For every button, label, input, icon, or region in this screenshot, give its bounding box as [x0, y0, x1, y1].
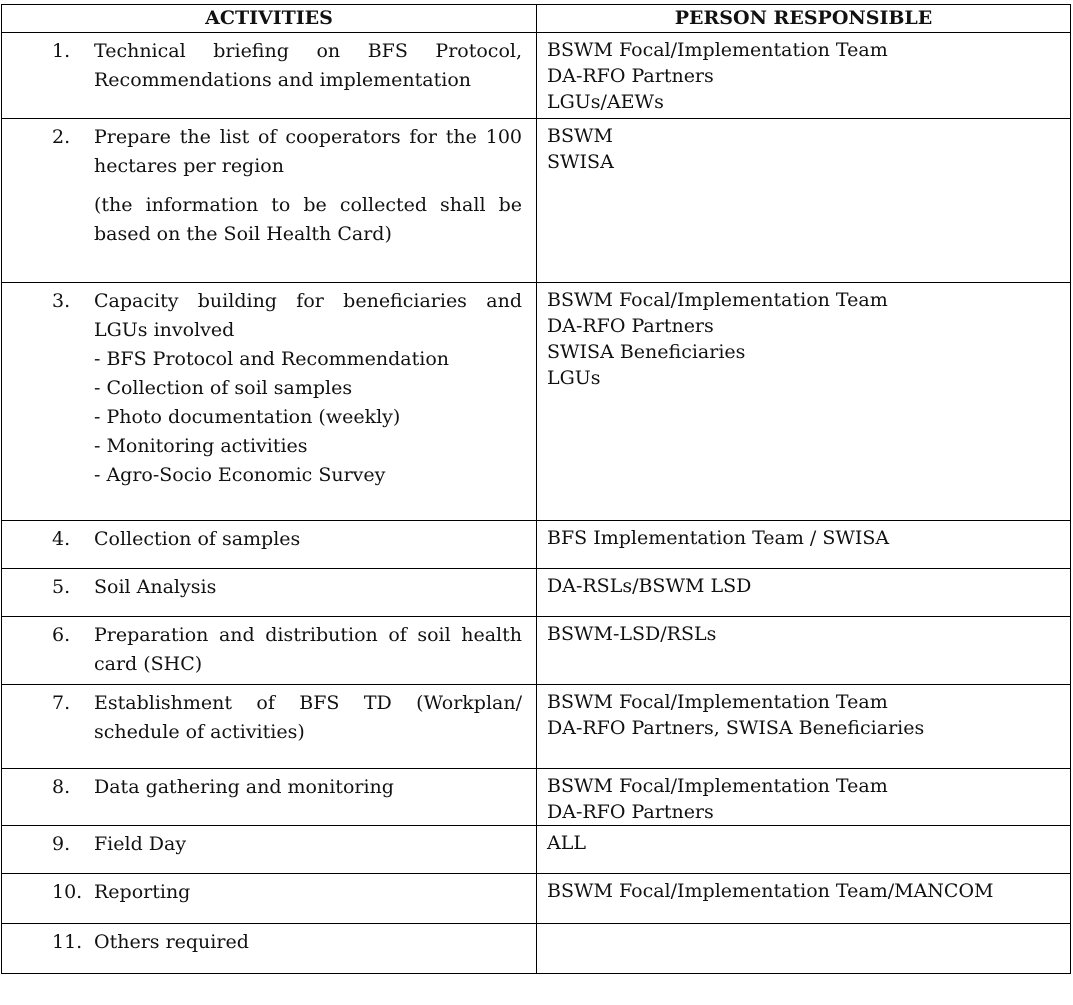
- activity-number: 5.: [52, 576, 71, 598]
- activity-number: 10.: [52, 881, 83, 903]
- person-responsible-cell: [537, 283, 1071, 521]
- activity-number: 2.: [52, 126, 71, 148]
- activity-text: Establishment of BFS TD (Workplan/ schedule of activities): [94, 692, 522, 743]
- activity-text: Collection of samples: [94, 528, 301, 550]
- activity-number: 3.: [52, 290, 71, 312]
- activity-subitem: - BFS Protocol and Recommendation: [94, 348, 450, 370]
- activity-text: Prepare the list of cooperators for the 100 hectares per region: [94, 126, 522, 177]
- person-responsible-header: PERSON RESPONSIBLE: [537, 5, 1071, 33]
- activity-number: 4.: [52, 528, 71, 550]
- activities-table: [1, 4, 1071, 974]
- activity-subitem: - Agro-Socio Economic Survey: [94, 464, 386, 486]
- table-row: [2, 685, 1071, 769]
- table-row: [2, 924, 1071, 974]
- table-row: [2, 33, 1071, 119]
- person-responsible-entry: ALL: [547, 832, 586, 854]
- person-responsible-cell: [537, 617, 1071, 685]
- activity-cell: [2, 521, 537, 569]
- activity-text: Technical briefing on BFS Protocol, Recommendations and implementation: [94, 40, 522, 91]
- activity-cell: [2, 769, 537, 826]
- activity-number: 1.: [52, 40, 71, 62]
- activity-subitem: - Monitoring activities: [94, 435, 308, 457]
- person-responsible-entry: SWISA: [547, 151, 614, 173]
- activity-number: 6.: [52, 624, 71, 646]
- table-row: [2, 283, 1071, 521]
- person-responsible-entry: DA-RSLs/BSWM LSD: [547, 575, 752, 597]
- person-responsible-cell: [537, 924, 1071, 974]
- person-responsible-entry: BSWM Focal/Implementation Team/MANCOM: [547, 880, 994, 902]
- person-responsible-entry: BSWM Focal/Implementation Team: [547, 289, 888, 311]
- activity-number: 11.: [52, 931, 83, 953]
- activity-cell: [2, 569, 537, 617]
- table-row: [2, 769, 1071, 826]
- person-responsible-cell: [537, 769, 1071, 826]
- table-row: [2, 119, 1071, 283]
- activity-text: Soil Analysis: [94, 576, 217, 598]
- person-responsible-entry: LGUs: [547, 367, 601, 389]
- activity-subitem: - Collection of soil samples: [94, 377, 353, 399]
- person-responsible-entry: BFS Implementation Team / SWISA: [547, 527, 890, 549]
- activity-cell: [2, 283, 537, 521]
- person-responsible-entry: DA-RFO Partners: [547, 801, 714, 823]
- person-responsible-cell: [537, 119, 1071, 283]
- activity-note: (the information to be collected shall be based on the Soil Health Card): [94, 194, 522, 245]
- person-responsible-entry: BSWM Focal/Implementation Team: [547, 775, 888, 797]
- activity-text: Reporting: [94, 881, 191, 903]
- activity-number: 7.: [52, 692, 71, 714]
- person-responsible-entry: BSWM-LSD/RSLs: [547, 623, 717, 645]
- table-header-row: [2, 5, 1071, 33]
- person-responsible-entry: BSWM Focal/Implementation Team: [547, 691, 888, 713]
- table-row: [2, 826, 1071, 874]
- person-responsible-cell: [537, 33, 1071, 119]
- person-responsible-entry: BSWM: [547, 125, 613, 147]
- person-responsible-entry: DA-RFO Partners, SWISA Beneficiaries: [547, 717, 925, 739]
- person-responsible-entry: DA-RFO Partners: [547, 315, 714, 337]
- activity-text: Capacity building for beneficiaries and LGUs involved: [94, 290, 522, 341]
- person-responsible-cell: [537, 521, 1071, 569]
- activity-cell: [2, 826, 537, 874]
- activity-text: Preparation and distribution of soil health card (SHC): [94, 624, 522, 675]
- activity-cell: [2, 33, 537, 119]
- person-responsible-entry: SWISA Beneficiaries: [547, 341, 746, 363]
- activity-cell: [2, 874, 537, 924]
- activity-text: Field Day: [94, 833, 187, 855]
- person-responsible-cell: [537, 874, 1071, 924]
- activity-number: 8.: [52, 776, 71, 798]
- person-responsible-cell: [537, 685, 1071, 769]
- person-responsible-entry: LGUs/AEWs: [547, 91, 664, 113]
- activity-number: 9.: [52, 833, 71, 855]
- activity-cell: [2, 685, 537, 769]
- person-responsible-entry: DA-RFO Partners: [547, 65, 714, 87]
- table-body: [2, 33, 1071, 974]
- activity-text: Others required: [94, 931, 249, 953]
- activity-cell: [2, 119, 537, 283]
- activity-cell: [2, 617, 537, 685]
- activities-header: ACTIVITIES: [2, 5, 537, 33]
- person-responsible-cell: [537, 569, 1071, 617]
- table-row: [2, 521, 1071, 569]
- activity-cell: [2, 924, 537, 974]
- table-row: [2, 874, 1071, 924]
- activity-text: Data gathering and monitoring: [94, 776, 394, 798]
- activity-subitem: - Photo documentation (weekly): [94, 406, 401, 428]
- person-responsible-entry: BSWM Focal/Implementation Team: [547, 39, 888, 61]
- table-row: [2, 617, 1071, 685]
- table-row: [2, 569, 1071, 617]
- person-responsible-cell: [537, 826, 1071, 874]
